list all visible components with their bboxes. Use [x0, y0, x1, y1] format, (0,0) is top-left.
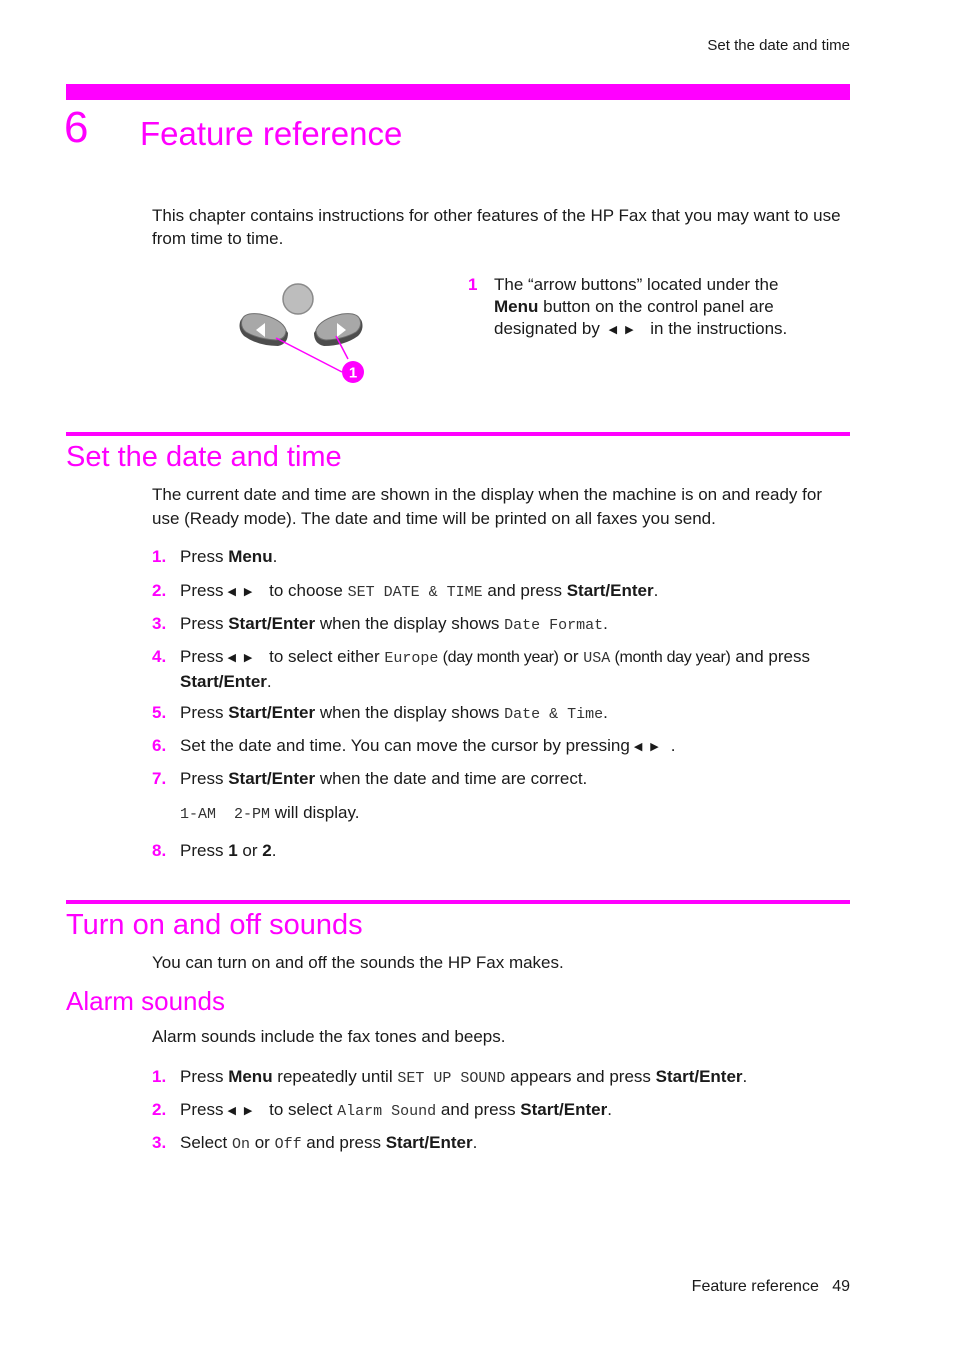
page-number: 49 [832, 1278, 850, 1295]
step-1: 1. Press Menu. [152, 547, 278, 566]
step-7: 7. Press Start/Enter when the date and time are correct. [152, 769, 588, 788]
arrow-left-right-icon: ◀▶ [227, 1105, 261, 1117]
arrow-left-right-icon: ◀▶ [633, 741, 667, 753]
arrow-left-right-icon: ◀▶ [608, 324, 642, 336]
sounds-intro: You can turn on and off the sounds the HP Fax makes. [152, 953, 564, 972]
section-rule [66, 432, 850, 436]
step-2: 2. Press ◀▶ to choose SET DATE & TIME and press Start/Enter. [152, 579, 852, 604]
arrow-left-right-icon: ◀▶ [227, 586, 261, 598]
callout-number: 1 [468, 275, 478, 294]
arrow-left-right-icon: ◀▶ [227, 652, 261, 664]
step-7-note: 1-AM 2-PM will display. [180, 803, 360, 823]
callout-marker: 1 [348, 364, 358, 382]
step-4: 4. Press ◀▶ to select either Europe (day month year) or USA (month day year) and press Start/Enter. [152, 647, 810, 691]
alarm-intro: Alarm sounds include the fax tones and beeps. [152, 1027, 506, 1046]
section-rule [66, 900, 850, 904]
running-header: Set the date and time [707, 37, 850, 54]
chapter-title: Feature reference [140, 115, 403, 152]
chapter-bar [66, 84, 850, 100]
subsection-title-alarm: Alarm sounds [66, 986, 225, 1016]
step-8: 8. Press 1 or 2. [152, 841, 277, 860]
page-footer [692, 1278, 850, 1296]
section-title-sounds: Turn on and off sounds [66, 909, 363, 941]
arrow-buttons-figure [230, 276, 380, 388]
footer-section: Feature reference [691, 1278, 819, 1295]
chapter-number: 6 [64, 103, 89, 152]
alarm-step-2: 2. Press ◀▶ to select Alarm Sound and press Start/Enter. [152, 1098, 852, 1123]
section-title-date-time: Set the date and time [66, 441, 342, 473]
date-time-intro: The current date and time are shown in the display when the machine is on and ready for use (Ready mode). The date and time will be printed on all faxes you send. [152, 485, 822, 528]
alarm-step-3: 3. Select On or Off and press Start/Enter. [152, 1133, 478, 1153]
menu-button-graphic [283, 284, 313, 314]
step-3: 3. Press Start/Enter when the display shows Date Format. [152, 614, 608, 634]
chapter-intro: This chapter contains instructions for other features of the HP Fax that you may want to use from time to time. [152, 206, 841, 248]
step-5: 5. Press Start/Enter when the display shows Date & Time. [152, 703, 608, 723]
alarm-step-1: 1. Press Menu repeatedly until SET UP SOUND appears and press Start/Enter. [152, 1067, 748, 1087]
step-6: 6. Set the date and time. You can move the cursor by pressing ◀▶ . [152, 734, 852, 759]
callout-description: The “arrow buttons” located under the Menu button on the control panel are designated by ◀▶ in the instructions. [494, 274, 814, 341]
